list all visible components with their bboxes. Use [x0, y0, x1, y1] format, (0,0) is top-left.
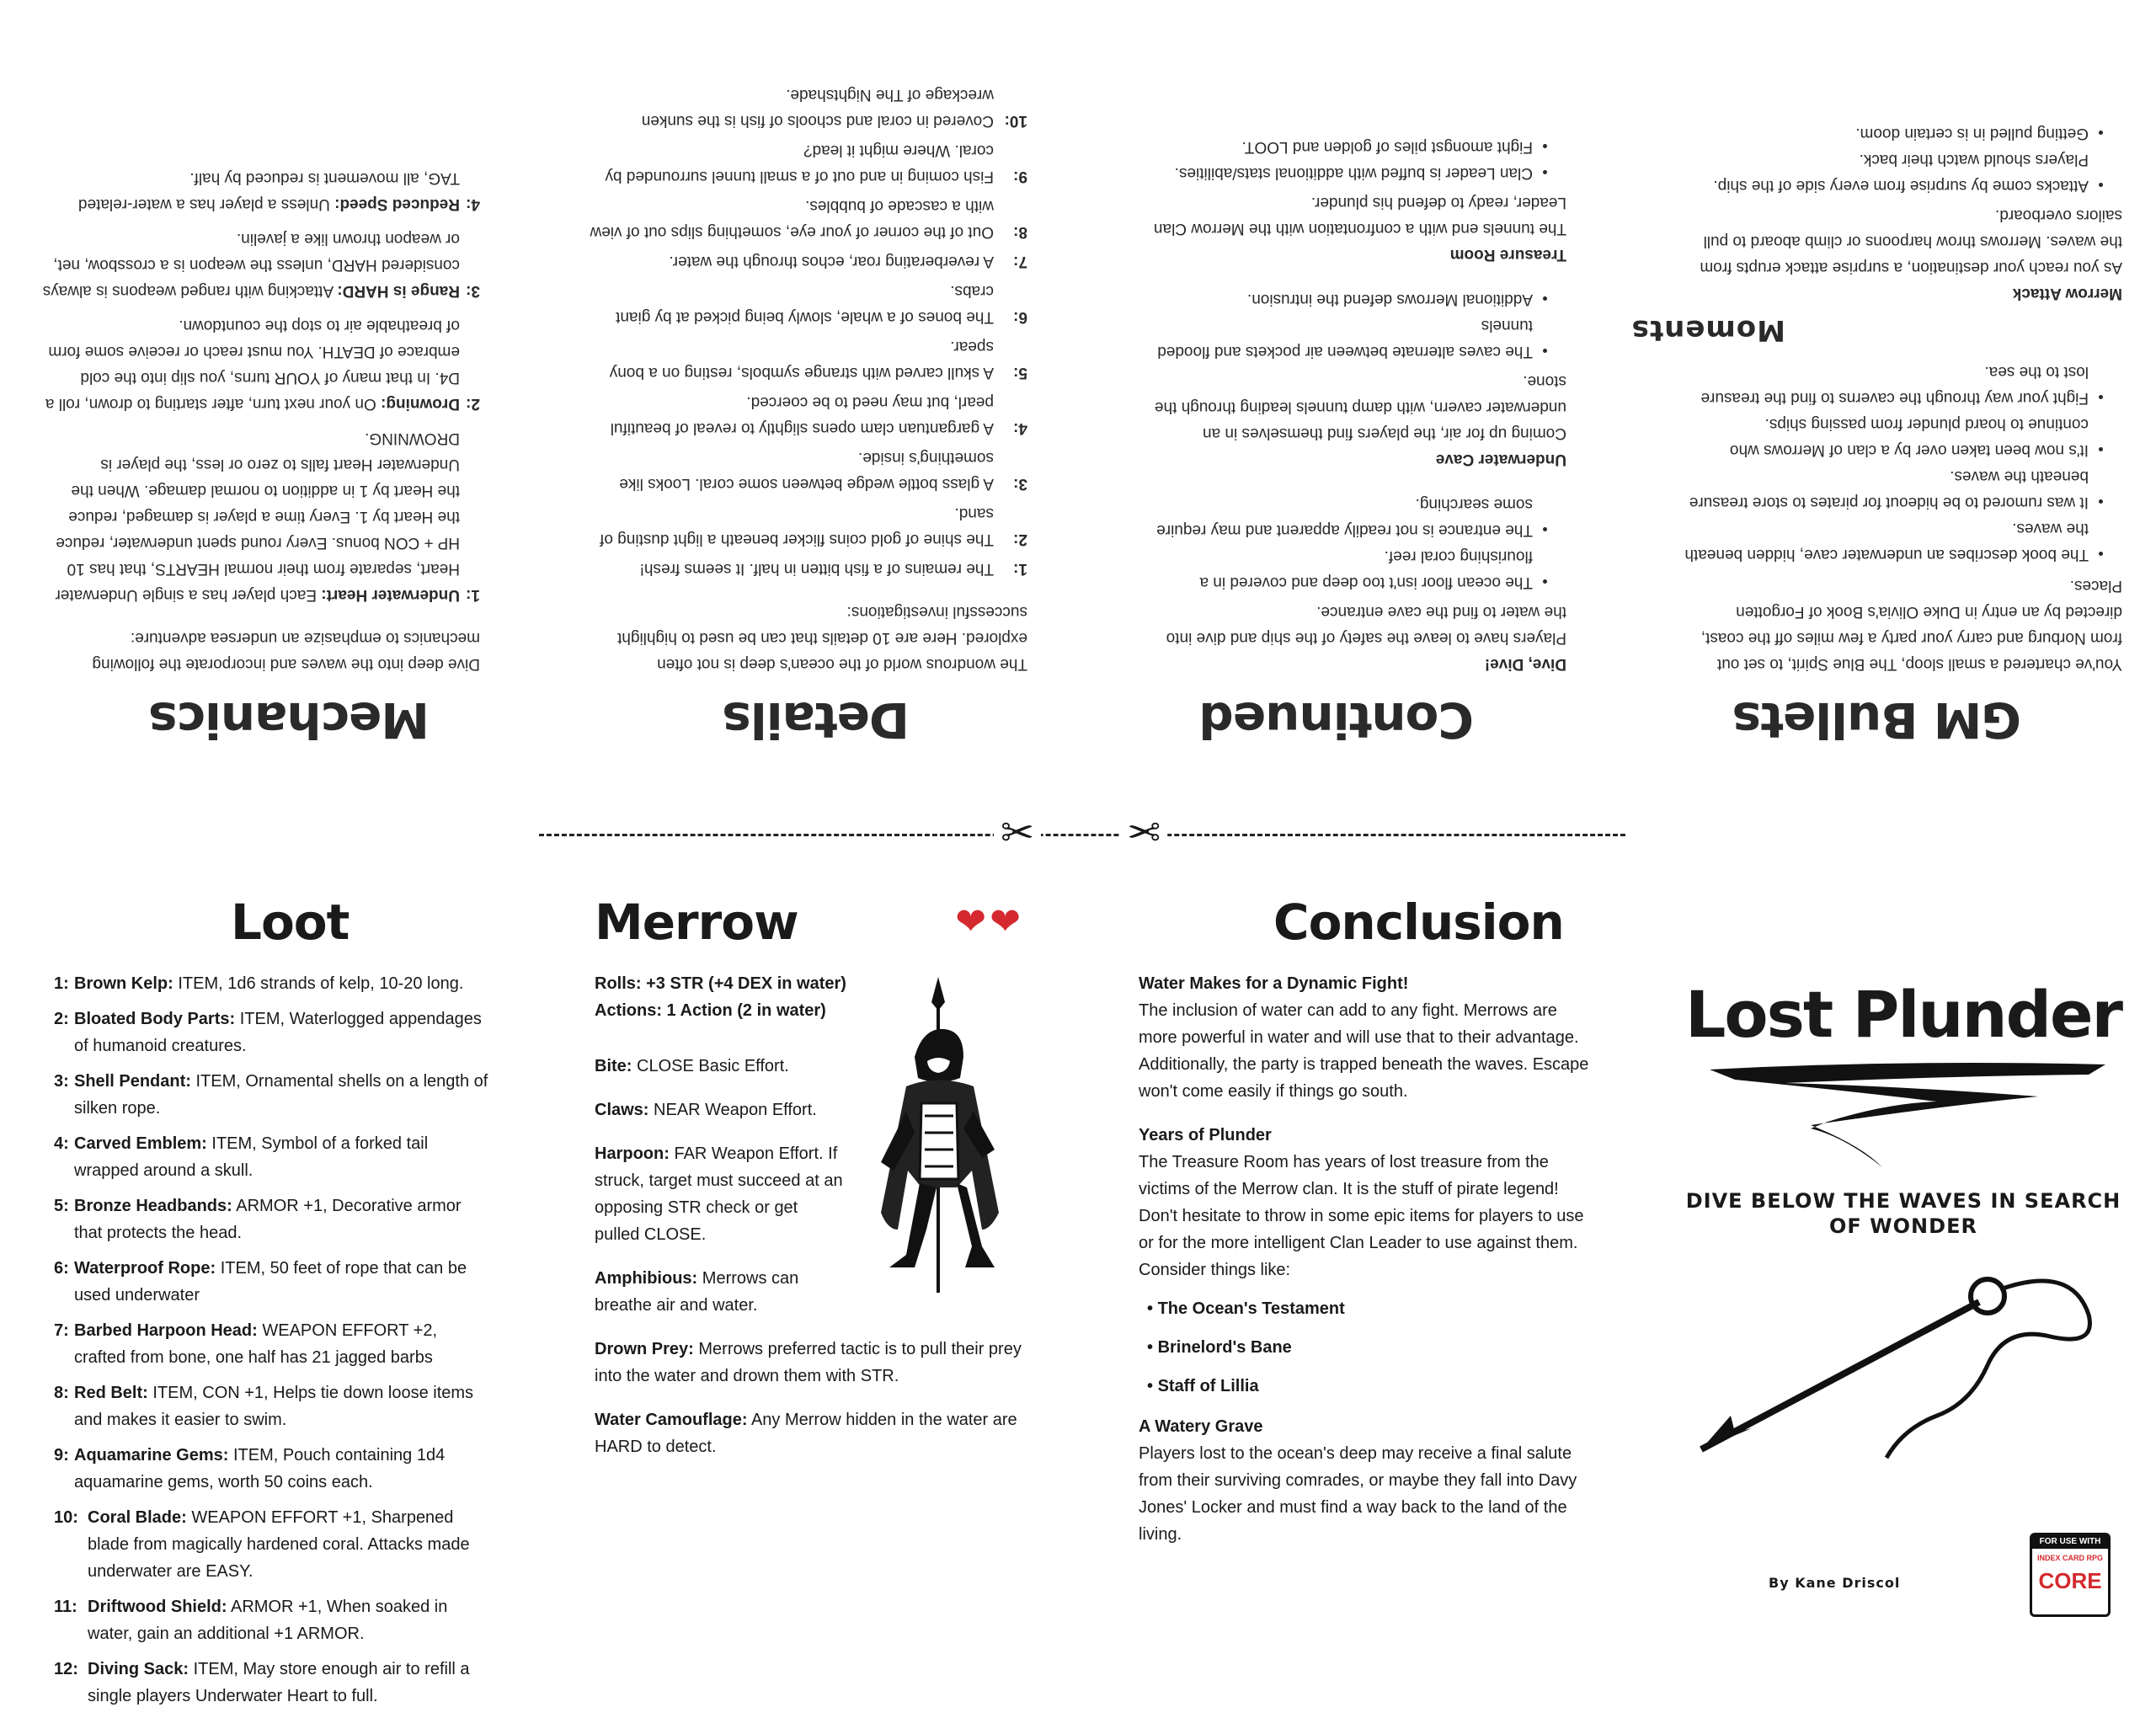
- list-item: 8: Out of the corner of your eye, something slips out of view with a cascade of bubbles.: [590, 197, 1027, 241]
- list-item: • Staff of Lillia: [1147, 1377, 1259, 1395]
- list-item: 6: The bones of a whale, slowly being picked at by giant crabs.: [616, 282, 1027, 326]
- gm-bullets-heading: GM Bullets: [1732, 691, 2021, 749]
- list-item: 9: Fish coming in and out of a small tunnel surrounded by coral. Where might it lead?: [605, 141, 1027, 185]
- gm-bullets-panel: GM Bullets You've chartered a small sloop, The Blue Spirit, to set out from Norburg and carry your party a few miles off the coast, directed by an entry in Duke Olivia's Book of Forgotten Places. • The book describes an underwater cave, hidden beneath the waves. • It was rumored to be hideout for pirates to store treasure beneath the waves. • It's now been taken over by a clan of Merrows who continue to hoard plunder from passing ships. • Fight your way through the caverns to find the treasure lost to the sea. Moments Merrow Attack As you reach your destination, a surprise attack erupts from the waves. Merrows throw harpoons or climb aboard to pull sailors overboard. • Attacks come by surprise from every side of the ship. Players should watch their back. • Getting pulled in is certain doom.: [1684, 112, 2122, 750]
- scissors-icon: ✂: [1120, 813, 1167, 855]
- cover-panel: [1684, 977, 2122, 1617]
- core-badge: FOR USE WITH INDEX CARD RPG CORE: [2030, 1533, 2111, 1617]
- list-item: • The Ocean's Testament: [1147, 1299, 1345, 1318]
- list-item: 8: Red Belt: ITEM, CON +1, Helps tie down loose items and makes it easier to swim.: [54, 1384, 474, 1429]
- merrow-heading: Merrow: [595, 894, 798, 951]
- list-item: 2: Drowning: On your next turn, after starting to drown, roll a D4. In that many of YOUR turns, you slip into the cold embrace of DEATH. You must reach or receive some form of breathable air to stop the countdown.: [45, 317, 480, 413]
- list-item: 9: Aquamarine Gems: ITEM, Pouch containing 1d4 aquamarine gems, worth 50 coins each.: [54, 1446, 446, 1491]
- details-intro: The wondrous world of the ocean's deep is not often explored. Here are 10 details that can be used to highlight successful investigations:: [617, 603, 1027, 673]
- ability: Water Camouflage: Any Merrow hidden in the water are HARD to detect.: [595, 1411, 1017, 1456]
- loot-heading: Loot: [231, 894, 350, 951]
- mechanics-panel: [42, 157, 480, 750]
- list-item: 4: A gargantuan clam opens slightly to reveal of beautiful pearl, but may need to be coerced.: [610, 393, 1027, 437]
- list-item: 4: Reduced Speed: Unless a player has a water-related TAG, all movement is reduced by half.: [77, 169, 480, 213]
- list-item: 1: Underwater Heart: Each player has a single Underwater Heart, separate from their normal HEARTS, that has 10 HP + CON bonus. Every round spent underwater, reduce the Heart by 1. Every time a player is damaged, reduce the Heart by 1 in addition to normal damage. When the Underwater Heart falls to zero or less, the player is DROWNING.: [55, 430, 480, 604]
- merrow-actions: Actions: 1 Action (2 in water): [595, 1001, 826, 1020]
- merrow-illustration: [856, 977, 1033, 1297]
- mechanics-intro: Dive deep into the waves and incorporate the following mechanics to emphasize an undersea adventure:: [92, 629, 480, 673]
- swoosh-decoration: [1684, 1053, 2122, 1179]
- ability: Drown Prey: Merrows preferred tactic is to pull their prey into the water and drown them with STR.: [595, 1340, 1022, 1385]
- list-item: 4: Carved Emblem: ITEM, Symbol of a forked tail wrapped around a skull.: [54, 1134, 429, 1180]
- list-item: 5: Bronze Headbands: ARMOR +1, Decorative armor that protects the head.: [54, 1197, 462, 1242]
- list-item: 12: Diving Sack: ITEM, May store enough air to refill a single players Underwater Heart to full.: [54, 1660, 470, 1705]
- scissors-icon: ✂: [994, 813, 1041, 855]
- list-item: 1: Brown Kelp: ITEM, 1d6 strands of kelp, 10-20 long.: [54, 974, 464, 993]
- cover-tagline: DIVE BELOW THE WAVES IN SEARCH OF WONDER: [1685, 1189, 2121, 1238]
- list-item: 10: Coral Blade: WEAPON EFFORT +1, Sharpened blade from magically hardened coral. Attacks made underwater are EASY.: [54, 1508, 470, 1581]
- list-item: 5: A skull carved with strange symbols, resting on a bony spear.: [609, 338, 1027, 381]
- heart-icon: ❤: [955, 901, 990, 942]
- list-item: 7: A reverberating roar, echos through the water.: [669, 253, 1027, 270]
- conclusion-heading: Conclusion: [1273, 894, 1564, 951]
- list-item: 10: Covered in coral and schools of fish is the sunken wreckage of The Nightshade.: [641, 86, 1027, 130]
- heart-icon: ❤: [990, 901, 1024, 942]
- ability: Claws: NEAR Weapon Effort.: [595, 1101, 817, 1119]
- ability: Bite: CLOSE Basic Effort.: [595, 1057, 789, 1075]
- list-item: 7: Barbed Harpoon Head: WEAPON EFFORT +2, crafted from bone, one half has 21 jagged barbs: [54, 1321, 438, 1367]
- continued-heading: Continued: [1199, 691, 1474, 749]
- list-item: 3: Range is HARD: Attacking with ranged weapons is always considered HARD, unless the weapon is a crossbow, net, or weapon thrown like a javelin.: [42, 230, 480, 300]
- merrow-rolls: Rolls: +3 STR (+4 DEX in water): [595, 974, 846, 993]
- list-item: 6: Waterproof Rope: ITEM, 50 feet of rope that can be used underwater: [54, 1259, 467, 1305]
- list-item: 3: Shell Pendant: ITEM, Ornamental shells on a length of silken rope.: [54, 1072, 488, 1118]
- ability: Amphibious: Merrows can breathe air and water.: [595, 1269, 799, 1315]
- list-item: 1: The remains of a fish bitten in half. It seems fresh!: [639, 560, 1027, 578]
- list-item: 3: A glass bottle wedge between some coral. Looks like something's inside.: [619, 449, 1027, 493]
- ability: Harpoon: FAR Weapon Effort. If struck, target must succeed at an opposing STR check or get pulled CLOSE.: [595, 1144, 843, 1244]
- details-heading: Details: [723, 691, 910, 749]
- cover-title: Lost Plunder: [1684, 977, 2122, 1052]
- list-item: 2: The shine of gold coins flicker beneath a light dusting of sand.: [600, 504, 1027, 548]
- conclusion-panel: Conclusion Water Makes for a Dynamic Fight! The inclusion of water can add to any fight. Merrows are more powerful in water and will use that to their advantage. Additionally, the party is trapped beneath the waves. Escape won't come easily if things go south. Years of Plunder The Treasure Room has years of lost treasure from the victims of the Merrow clan. It is the stuff of pirate legend! Don't hesitate to throw in some epic items for players to use or for the more intelligent Clan Leader to use against them. Consider things like: • The Ocean's Testament • Brinelord's Bane • Staff of Lillia A Watery Grave Players lost to the ocean's deep may receive a final salute from their surviving comrades, or maybe they fall into Davy Jones' Locker and must find a way back to the land of the living.: [1139, 893, 1593, 1548]
- merrow-panel: [595, 893, 1033, 1477]
- harpoon-illustration: [1684, 1256, 2122, 1491]
- loot-panel: [54, 893, 492, 1718]
- upside-down-panels: [0, 0, 2156, 783]
- mechanics-heading: Mechanics: [149, 691, 430, 749]
- list-item: • Brinelord's Bane: [1147, 1338, 1292, 1357]
- continued-panel: Continued Dive, Dive! Players have to leave the safety of the ship and dive into the water to find the cave entrance. • The ocean floor isn't too deep and covered in a flourishing coral reef. • The entrance is not readily apparent and may require some searching. Underwater Cave Coming up for air, the players find themselves in an underwater cavern, with damp tunnels leading through the stone. • The caves alternate between air pockets and flooded tunnels • Additional Merrows defend the intrusion. Treasure Room The tunnels end with a confrontation with the Merrow Clan Leader, ready to defend his plunder. • Clan Leader is buffed with additional stats/abilities. • Fight amongst piles of golden and LOOT.: [1145, 115, 1566, 750]
- author-credit: By Kane Driscol: [1769, 1575, 1901, 1591]
- hearts: [955, 901, 1024, 942]
- details-panel: [590, 78, 1027, 750]
- list-item: 11: Driftwood Shield: ARMOR +1, When soaked in water, gain an additional +1 ARMOR.: [54, 1598, 448, 1643]
- list-item: 2: Bloated Body Parts: ITEM, Waterlogged appendages of humanoid creatures.: [54, 1010, 482, 1055]
- cut-line: [539, 834, 1625, 837]
